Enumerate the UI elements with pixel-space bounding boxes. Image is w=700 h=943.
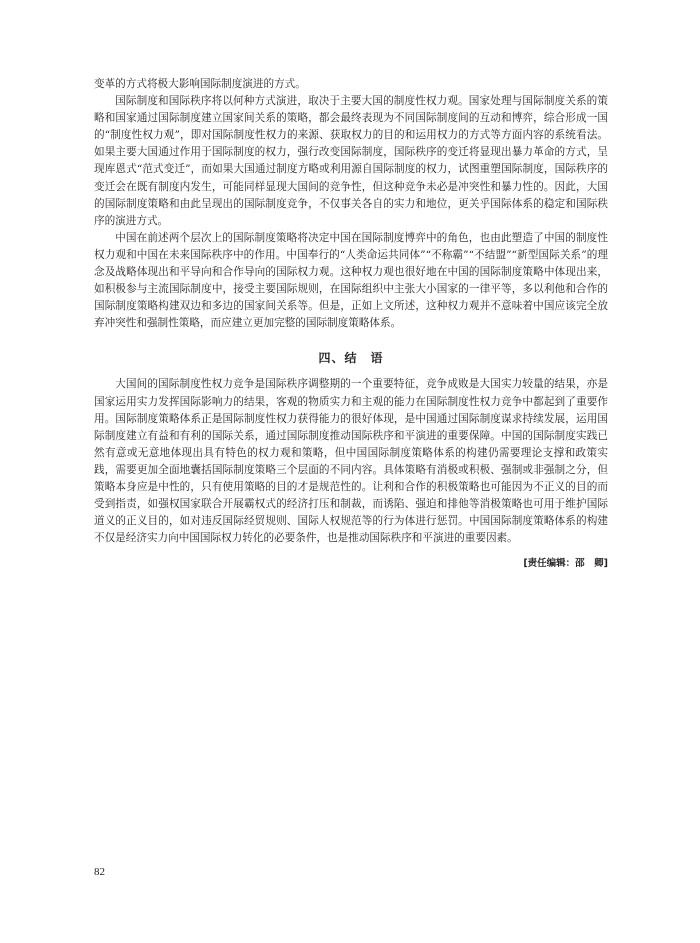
article-body [94,76,608,571]
paragraph-institutional-power: 国际制度和国际秩序将以何种方式演进，取决于主要大国的制度性权力观。国家处理与国际制度关系的策略和国家通过国际制度建立国家间关系的策略，都会最终表现为不同国际制度间的互动和博弈，综合形成一国的“制度性权力观”，即对国际制度性权力的来源、获取权力的目的和运用权力的方式等方面内容的系统看法。如果主要大国通过作用于国际制度的权力，强行改变国际制度，国际秩序的变迁将显现出暴力革命的方式，呈现库恩式“范式变迁”，而如果大国通过制度方略或利用源自国际制度的权力，试图重塑国际制度，国际秩序的变迁会在既有制度内发生，可能同样显现大国间的竞争性，但这种竞争未必是冲突性和暴力性的。因此，大国的国际制度策略和由此呈现出的国际制度竞争，不仅事关各自的实力和地位，更关乎国际体系的稳定和国际秩序的演进方式。 [94,95,608,227]
paragraph-china-strategy: 中国在前述两个层次上的国际制度策略将决定中国在国际制度博弈中的角色，也由此塑造了中国的制度性权力观和中国在未来国际秩序中的作用。中国奉行的“人类命运共同体”“不称霸”“不结盟”“新型国际关系”的理念及战略体现出和平导向和合作导向的国际权力观。这种权力观也很好地在中国的国际制度策略中体现出来，如积极参与主流国际制度中，接受主要国际规则，在国际组织中主张大小国家的一律平等，多以利他和合作的国际制度策略构建双边和多边的国家间关系等。但是，正如上文所述，这种权力观并不意味着中国应该完全放弃冲突性和强制性策略，而应建立更加完整的国际制度策略体系。 [94,231,608,330]
section-heading-conclusion: 四、结 语 [318,351,384,366]
paragraph-continuation: 变革的方式将极大影响国际制度演进的方式。 [94,78,306,90]
responsible-editor-note: [责任编辑：邵 卿] [523,558,608,570]
page-number: 82 [94,866,105,878]
paragraph-conclusion: 大国间的国际制度性权力竞争是国际秩序调整期的一个重要特征，竞争成败是大国实力较量的结果，亦是国家运用实力发挥国际影响力的结果，客观的物质实力和主观的能力在国际制度性权力竞争中都起到了重要作用。国际制度策略体系正是国际制度性权力获得能力的很好体现，是中国通过国际制度谋求持续发展，运用国际制度建立有益和有利的国际关系，通过国际制度推动国际秩序和平演进的重要保障。中国的国际制度实践已然有意或无意地体现出具有特色的权力观和策略，但中国国际制度策略体系的构建仍需要理论支撑和政策实践，需要更加全面地囊括国际制度策略三个层面的不同内容。具体策略有消极或积极、强制或非强制之分，但策略本身应是中性的，只有使用策略的目的才是规范性的。让利和合作的积极策略也可能因为不正义的目的而受到指责，如强权国家联合开展霸权式的经济打压和制裁，而诱陷、强迫和排他等消极策略也可用于维护国际道义的正义目的，如对违反国际经贸规则、国际人权规范等的行为体进行惩罚。中国国际制度策略体系的构建不仅是经济实力向中国国际权力转化的必要条件，也是推动国际秩序和平演进的重要因素。 [94,378,608,545]
